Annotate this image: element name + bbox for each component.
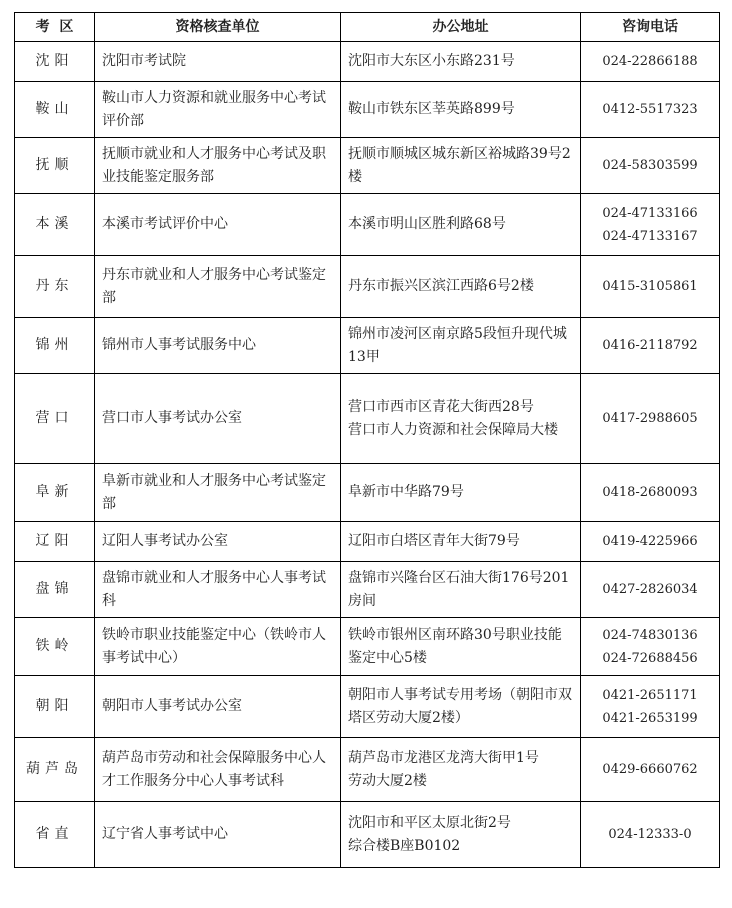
phone-number: 0415-3105861 xyxy=(602,279,698,294)
exam-unit-table xyxy=(14,12,720,868)
region-cell: 丹东 xyxy=(15,256,95,318)
region-cell: 阜新 xyxy=(15,464,95,522)
region-cell: 省直 xyxy=(15,802,95,868)
phone-number: 0417-2988605 xyxy=(602,411,698,426)
phone-cell xyxy=(581,194,720,256)
region-cell: 葫芦岛 xyxy=(15,738,95,802)
address-cell xyxy=(341,464,581,522)
address-cell xyxy=(341,738,581,802)
address-line: 本溪市明山区胜利路68号 xyxy=(348,216,506,232)
unit-cell: 沈阳市考试院 xyxy=(95,42,341,82)
table-row xyxy=(15,194,720,256)
header-row xyxy=(15,13,720,42)
table-row xyxy=(15,618,720,676)
region-cell: 抚顺 xyxy=(15,138,95,194)
phone-cell xyxy=(581,562,720,618)
unit-cell: 本溪市考试评价中心 xyxy=(95,194,341,256)
address-line: 营口市人力资源和社会保障局大楼 xyxy=(348,421,558,438)
phone-cell xyxy=(581,802,720,868)
unit-cell: 抚顺市就业和人才服务中心考试及职业技能鉴定服务部 xyxy=(95,138,341,194)
phone-cell xyxy=(581,738,720,802)
header-unit: 资格核查单位 xyxy=(95,13,341,42)
address-cell xyxy=(341,82,581,138)
region-cell: 沈阳 xyxy=(15,42,95,82)
table-row xyxy=(15,738,720,802)
unit-cell: 锦州市人事考试服务中心 xyxy=(95,318,341,374)
phone-number: 024-47133167 xyxy=(602,228,698,244)
unit-cell: 辽宁省人事考试中心 xyxy=(95,802,341,868)
phone-number: 0416-2118792 xyxy=(602,338,698,353)
unit-cell: 阜新市就业和人才服务中心考试鉴定部 xyxy=(95,464,341,522)
address-cell xyxy=(341,194,581,256)
table-row xyxy=(15,562,720,618)
address-line: 朝阳市人事考试专用考场（朝阳市双塔区劳动大厦2楼） xyxy=(348,686,572,726)
address-line: 盘锦市兴隆台区石油大街176号201房间 xyxy=(348,569,570,609)
unit-cell: 营口市人事考试办公室 xyxy=(95,374,341,464)
region-cell: 辽阳 xyxy=(15,522,95,562)
table-row xyxy=(15,138,720,194)
region-cell: 朝阳 xyxy=(15,676,95,738)
address-line: 辽阳市白塔区青年大街79号 xyxy=(348,533,520,549)
region-cell: 盘锦 xyxy=(15,562,95,618)
address-line: 铁岭市银州区南环路30号职业技能鉴定中心5楼 xyxy=(348,626,562,666)
unit-cell: 盘锦市就业和人才服务中心人事考试科 xyxy=(95,562,341,618)
phone-number: 0418-2680093 xyxy=(602,485,698,500)
unit-cell: 辽阳人事考试办公室 xyxy=(95,522,341,562)
table-row xyxy=(15,318,720,374)
address-line: 鞍山市铁东区莘英路899号 xyxy=(348,101,515,117)
table-row xyxy=(15,256,720,318)
table-row xyxy=(15,464,720,522)
phone-number: 024-58303599 xyxy=(602,158,698,173)
phone-number: 0419-4225966 xyxy=(602,534,698,549)
unit-cell: 铁岭市职业技能鉴定中心（铁岭市人事考试中心） xyxy=(95,618,341,676)
region-cell: 鞍山 xyxy=(15,82,95,138)
region-cell: 铁岭 xyxy=(15,618,95,676)
phone-cell xyxy=(581,82,720,138)
address-cell xyxy=(341,138,581,194)
address-line: 沈阳市大东区小东路231号 xyxy=(348,53,515,69)
phone-cell xyxy=(581,676,720,738)
phone-number: 024-47133166 xyxy=(602,205,698,221)
unit-cell: 鞍山市人力资源和就业服务中心考试评价部 xyxy=(95,82,341,138)
address-cell xyxy=(341,522,581,562)
phone-cell xyxy=(581,374,720,464)
address-cell xyxy=(341,318,581,374)
phone-cell xyxy=(581,256,720,318)
header-address: 办公地址 xyxy=(341,13,581,42)
address-line: 阜新市中华路79号 xyxy=(348,484,464,500)
address-line: 沈阳市和平区太原北街2号 xyxy=(348,814,511,831)
address-line: 抚顺市顺城区城东新区裕城路39号2楼 xyxy=(348,145,571,185)
phone-cell xyxy=(581,138,720,194)
phone-number: 024-22866188 xyxy=(602,54,698,69)
region-cell: 营口 xyxy=(15,374,95,464)
phone-cell xyxy=(581,318,720,374)
address-line: 营口市西市区青花大街西28号 xyxy=(348,398,534,415)
table-body xyxy=(15,42,720,868)
phone-cell xyxy=(581,464,720,522)
unit-cell: 丹东市就业和人才服务中心考试鉴定部 xyxy=(95,256,341,318)
phone-number: 0412-5517323 xyxy=(602,102,698,117)
address-line: 劳动大厦2楼 xyxy=(348,772,427,789)
table-row xyxy=(15,374,720,464)
address-cell xyxy=(341,618,581,676)
address-cell xyxy=(341,42,581,82)
address-cell xyxy=(341,676,581,738)
region-cell: 锦州 xyxy=(15,318,95,374)
phone-number: 0427-2826034 xyxy=(602,582,698,597)
address-cell xyxy=(341,562,581,618)
address-line: 葫芦岛市龙港区龙湾大街甲1号 xyxy=(348,749,539,766)
phone-number: 024-74830136 024-72688456 xyxy=(602,627,698,666)
address-cell xyxy=(341,374,581,464)
unit-cell: 朝阳市人事考试办公室 xyxy=(95,676,341,738)
table-row xyxy=(15,82,720,138)
phone-number: 024-12333-0 xyxy=(608,827,692,842)
address-cell xyxy=(341,256,581,318)
phone-number: 0421-2651171 0421-2653199 xyxy=(602,687,698,726)
table-row xyxy=(15,42,720,82)
address-line: 丹东市振兴区滨江西路6号2楼 xyxy=(348,278,534,294)
phone-number: 0429-6660762 xyxy=(602,762,698,777)
unit-cell: 葫芦岛市劳动和社会保障服务中心人才工作服务分中心人事考试科 xyxy=(95,738,341,802)
address-cell xyxy=(341,802,581,868)
address-line: 锦州市凌河区南京路5段恒升现代城13甲 xyxy=(348,325,567,365)
phone-cell xyxy=(581,42,720,82)
table-row xyxy=(15,802,720,868)
header-phone: 咨询电话 xyxy=(581,13,720,42)
phone-cell xyxy=(581,618,720,676)
table-row xyxy=(15,522,720,562)
phone-cell xyxy=(581,522,720,562)
header-region: 考 区 xyxy=(15,13,95,42)
region-cell: 本溪 xyxy=(15,194,95,256)
table-row xyxy=(15,676,720,738)
address-line: 综合楼B座B0102 xyxy=(348,837,461,854)
